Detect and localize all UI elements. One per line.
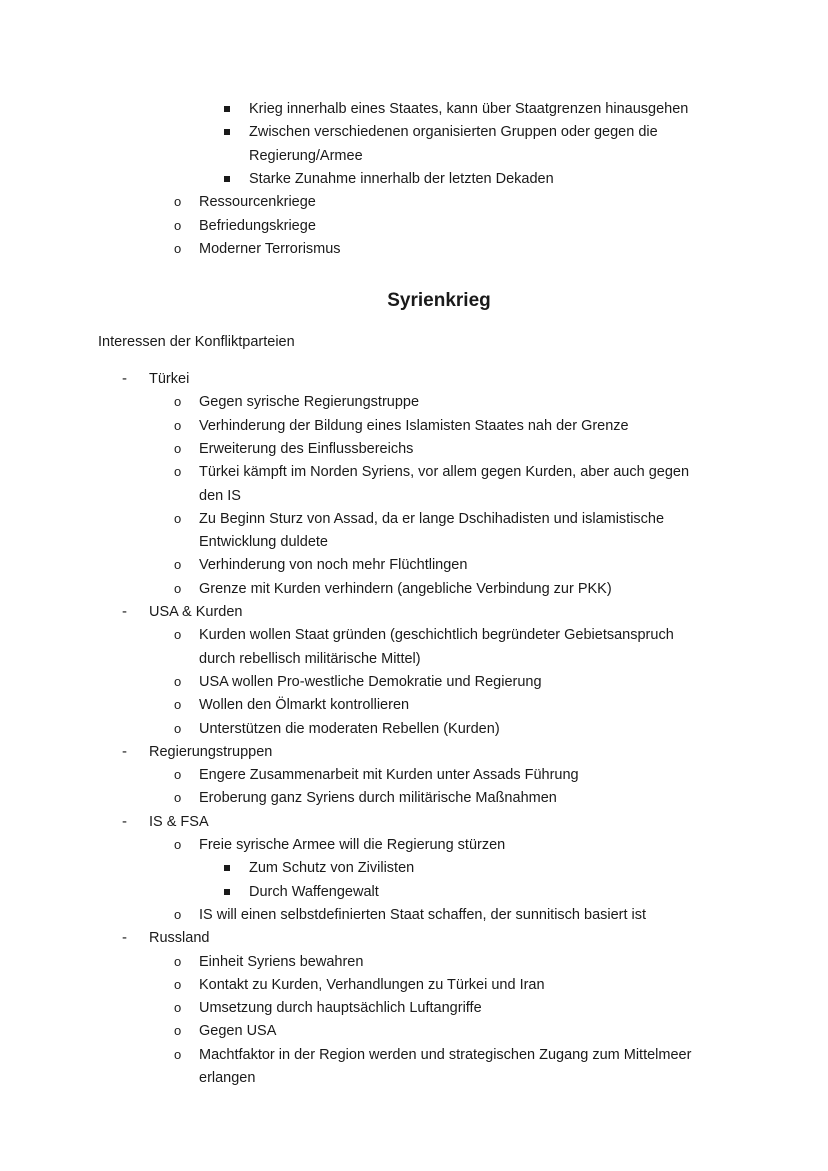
square-bullet-icon	[224, 176, 230, 182]
dash-bullet-icon: -	[122, 812, 127, 830]
circle-bullet-icon: o	[174, 1000, 182, 1016]
party-name: Türkei	[149, 371, 190, 387]
list-item-text: Verhinderung der Bildung eines Islamisten Staates nah der Grenze	[199, 417, 629, 434]
circle-bullet-icon: o	[174, 1046, 182, 1062]
list-item-text: Zwischen verschiedenen organisierten Gruppen oder gegen die	[249, 124, 658, 141]
list-item-text: Ressourcenkriege	[199, 194, 316, 211]
list-item-text: Zu Beginn Sturz von Assad, da er lange Dschihadisten und islamistische	[199, 510, 665, 527]
circle-bullet-icon: o	[174, 906, 182, 922]
list-item-text: Machtfaktor in der Region werden und strategischen Zugang zum Mittelmeer	[199, 1046, 692, 1063]
circle-bullet-icon: o	[174, 240, 182, 256]
circle-bullet-icon: o	[174, 510, 182, 526]
list-item-text-continued: durch rebellisch militärische Mittel)	[199, 650, 421, 667]
list-item-text: IS will einen selbstdefinierten Staat schaffen, der sunnitisch basiert ist	[199, 906, 647, 923]
list-item-text: Grenze mit Kurden verhindern (angebliche Verbindung zur PKK)	[199, 580, 612, 597]
circle-bullet-icon: o	[174, 767, 182, 783]
party-name: USA & Kurden	[149, 604, 243, 620]
circle-bullet-icon: o	[174, 790, 182, 806]
circle-bullet-icon: o	[174, 673, 182, 689]
circle-bullet-icon: o	[174, 417, 182, 433]
square-bullet-icon	[224, 106, 230, 112]
list-item-text-continued: den IS	[199, 487, 241, 504]
dash-bullet-icon: -	[122, 603, 127, 620]
sub-list-item-text: Zum Schutz von Zivilisten	[249, 860, 415, 877]
list-item-text: Moderner Terrorismus	[199, 240, 341, 257]
list-item-text: Engere Zusammenarbeit mit Kurden unter Assads Führung	[199, 767, 579, 784]
list-item-text: Verhinderung von noch mehr Flüchtlingen	[199, 557, 468, 574]
sub-list-item-text: Durch Waffengewalt	[249, 883, 379, 900]
dash-bullet-icon: -	[122, 742, 127, 760]
list-item-text: Unterstützen die moderaten Rebellen (Kurden)	[199, 720, 500, 737]
list-item-text: Krieg innerhalb eines Staates, kann über Staatgrenzen hinausgehen	[249, 101, 689, 117]
party-name: IS & FSA	[149, 813, 209, 830]
section-subheading: Interessen der Konfliktparteien	[98, 334, 295, 350]
square-bullet-icon	[224, 889, 230, 895]
circle-bullet-icon: o	[174, 580, 182, 596]
list-item-text: Freie syrische Armee will die Regierung stürzen	[199, 837, 506, 853]
party-name: Regierungstruppen	[149, 743, 273, 760]
list-item-text: Einheit Syriens bewahren	[199, 953, 364, 970]
square-bullet-icon	[224, 129, 230, 135]
list-item-text: Eroberung ganz Syriens durch militärische Maßnahmen	[199, 790, 557, 807]
circle-bullet-icon: o	[174, 976, 182, 992]
party-name: Russland	[149, 930, 210, 947]
list-item-text-continued: Regierung/Armee	[249, 147, 363, 164]
list-item-text: Wollen den Ölmarkt kontrollieren	[199, 697, 410, 714]
list-item-text: Kurden wollen Staat gründen (geschichtlich begründeter Gebietsanspruch	[199, 627, 674, 644]
circle-bullet-icon: o	[174, 953, 182, 969]
list-item-text: Befriedungskriege	[199, 217, 316, 234]
list-item-text: Gegen USA	[199, 1023, 277, 1040]
dash-bullet-icon: -	[122, 370, 127, 387]
circle-bullet-icon: o	[174, 720, 182, 736]
circle-bullet-icon: o	[174, 697, 182, 713]
circle-bullet-icon: o	[174, 440, 182, 456]
list-item-text-continued: Entwicklung duldete	[199, 534, 328, 551]
list-item-text: Gegen syrische Regierungstruppe	[199, 394, 420, 411]
dash-bullet-icon: -	[122, 929, 127, 947]
list-item-text: Starke Zunahme innerhalb der letzten Dekaden	[249, 170, 554, 187]
circle-bullet-icon: o	[174, 394, 182, 410]
list-item-text: Erweiterung des Einflussbereichs	[199, 440, 414, 457]
circle-bullet-icon: o	[174, 464, 182, 480]
circle-bullet-icon: o	[174, 557, 182, 573]
list-item-text: USA wollen Pro-westliche Demokratie und Regierung	[199, 673, 542, 690]
list-item-text-continued: erlangen	[199, 1070, 256, 1086]
page-title: Syrienkrieg	[387, 290, 491, 311]
circle-bullet-icon: o	[174, 837, 182, 852]
list-item-text: Umsetzung durch hauptsächlich Luftangriffe	[199, 1000, 482, 1017]
list-item-text: Türkei kämpft im Norden Syriens, vor allem gegen Kurden, aber auch gegen	[199, 464, 690, 481]
square-bullet-icon	[224, 865, 230, 871]
circle-bullet-icon: o	[174, 194, 182, 210]
list-item-text: Kontakt zu Kurden, Verhandlungen zu Türkei und Iran	[199, 976, 545, 993]
circle-bullet-icon: o	[174, 627, 182, 643]
circle-bullet-icon: o	[174, 217, 182, 233]
circle-bullet-icon: o	[174, 1023, 182, 1039]
